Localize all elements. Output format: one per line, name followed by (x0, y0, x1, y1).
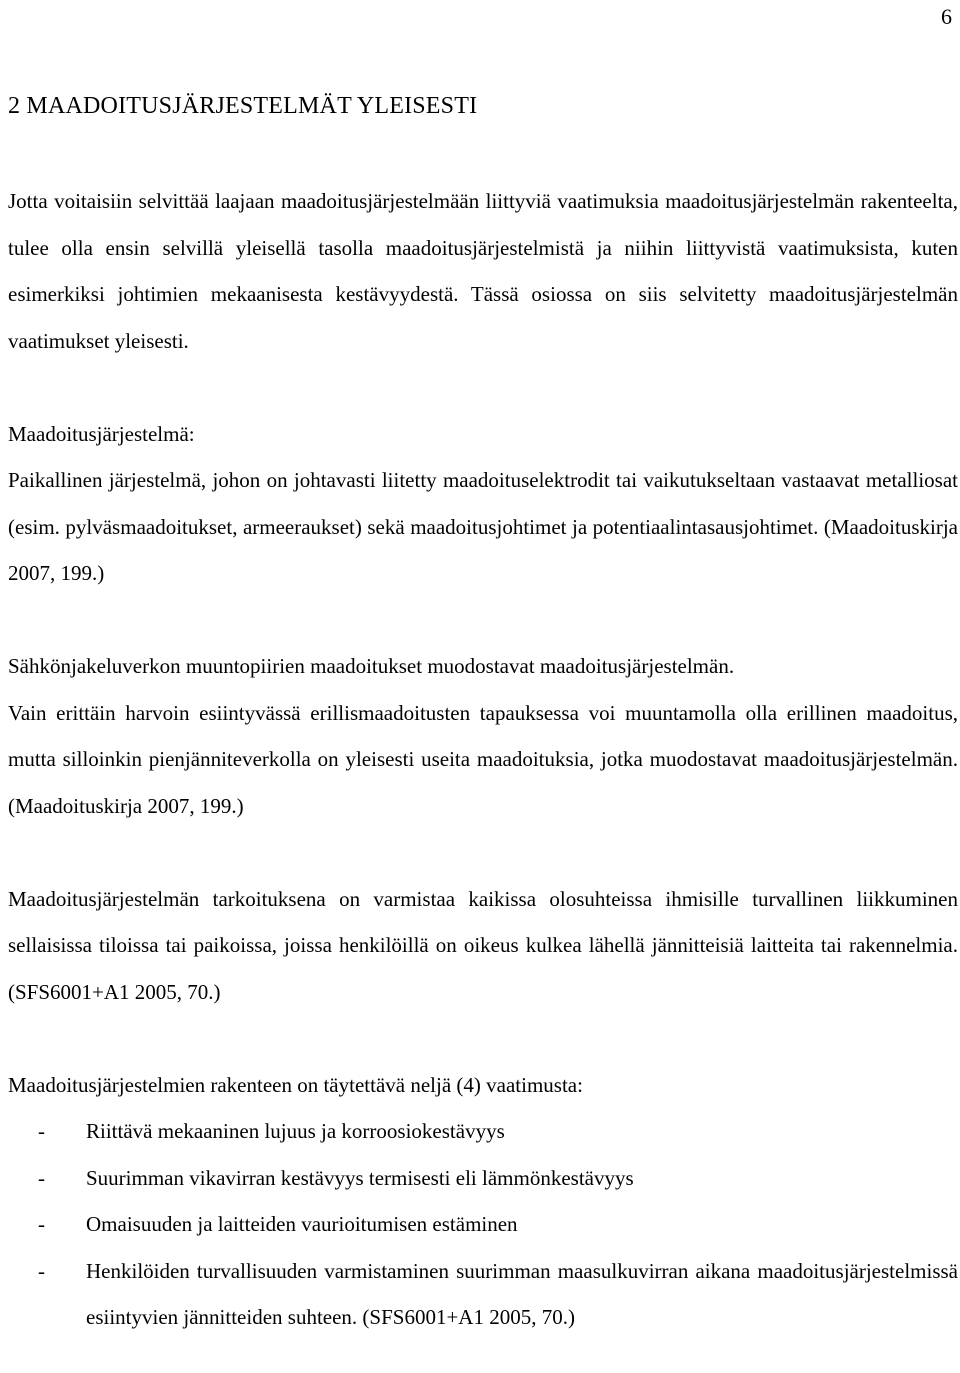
definition-paragraph: Paikallinen järjestelmä, johon on johtavasti liitetty maadoituselektrodit tai vaikutukseltaan vastaavat metalliosat (esim. pylväsmaadoitukset, armeeraukset) sekä maadoitusjohtimet ja potentiaalintasausjohtimet. (Maadoituskirja 2007, 199.) (8, 468, 958, 585)
section-heading: 2 MAADOITUSJÄRJESTELMÄT YLEISESTI (8, 93, 478, 119)
list-item (8, 1155, 958, 1202)
intro-paragraph: Jotta voitaisiin selvittää laajaan maadoitusjärjestelmään liittyviä vaatimuksia maadoitusjärjestelmän rakenteelta, tulee olla ensin selvillä yleisellä tasolla maadoitusjärjestelmistä ja niihin liittyvistä vaatimuksista, kuten esimerkiksi johtimien mekaanisesta kestävyydestä. Tässä osiossa on siis selvitetty maadoitusjärjestelmän vaatimukset yleisesti. (8, 189, 958, 353)
definition-term: Maadoitusjärjestelmä: (8, 421, 195, 446)
requirements-intro: Maadoitusjärjestelmien rakenteen on täytettävä neljä (4) vaatimusta: (8, 1072, 583, 1097)
list-dash: - (38, 1119, 45, 1143)
purpose-paragraph: Maadoitusjärjestelmän tarkoituksena on varmistaa kaikissa olosuhteissa ihmisille turvallinen liikkuminen sellaisissa tiloissa tai paikoissa, joissa henkilöillä on oikeus kulkea lähellä jännitteisiä laitteita tai rakennelmia. (SFS6001+A1 2005, 70.) (8, 886, 958, 1004)
list-dash: - (38, 1212, 45, 1236)
list-item-text: Henkilöiden turvallisuuden varmistaminen suurimman maasulkuvirran aikana maadoitusjärjestelmissä esiintyvien jännitteiden suhteen. (SFS6001+A1 2005, 70.) (86, 1258, 958, 1329)
list-item (8, 1248, 958, 1341)
list-dash: - (38, 1165, 45, 1190)
page-number: 6 (941, 4, 952, 29)
requirements-list (8, 1108, 958, 1341)
document-body (8, 178, 958, 1341)
list-item (8, 1108, 958, 1155)
list-item-text: Riittävä mekaaninen lujuus ja korroosiokestävyys (86, 1119, 505, 1143)
list-item-text: Suurimman vikavirran kestävyys termisesti eli lämmönkestävyys (86, 1165, 634, 1190)
list-item (8, 1201, 958, 1248)
list-dash: - (38, 1258, 45, 1283)
list-item-text: Omaisuuden ja laitteiden vaurioitumisen estäminen (86, 1212, 518, 1236)
distribution-network-paragraph: Vain erittäin harvoin esiintyvässä erillismaadoitusten tapauksessa voi muuntamolla olla erillinen maadoitus, mutta silloinkin pienjänniteverkolla on yleisesti useita maadoituksia, jotka muodostavat maadoitusjärjestelmän. (Maadoituskirja 2007, 199.) (8, 700, 958, 818)
distribution-network-line: Sähkönjakeluverkon muuntopiirien maadoitukset muodostavat maadoitusjärjestelmän. (8, 654, 735, 678)
